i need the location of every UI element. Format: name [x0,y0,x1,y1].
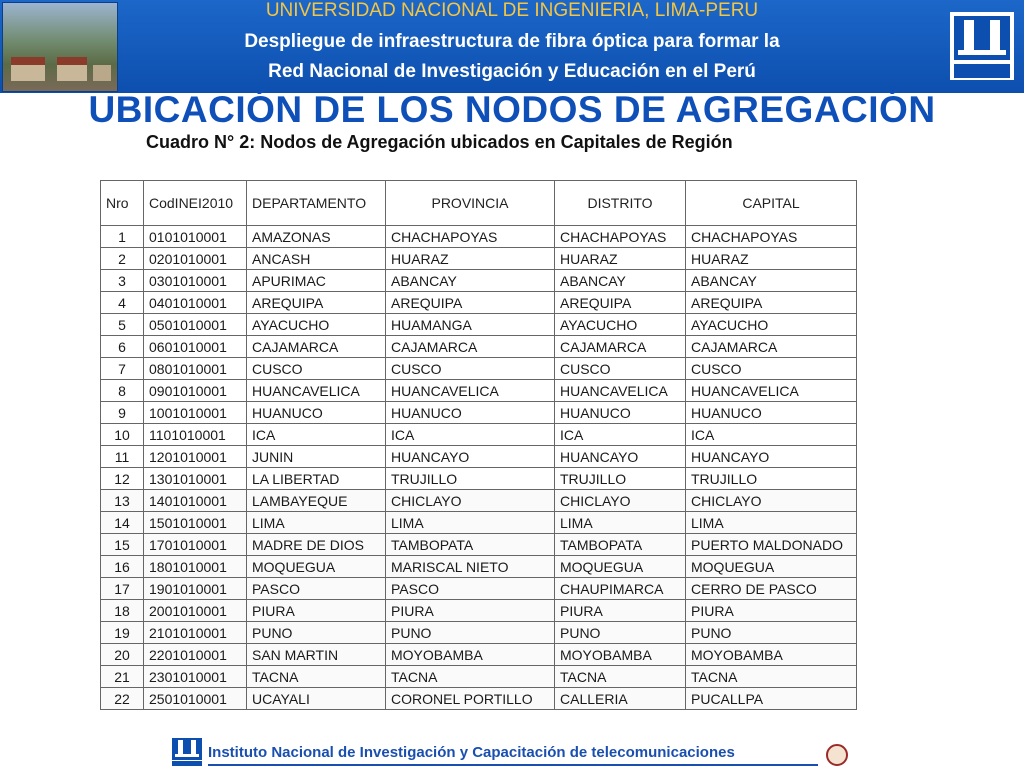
cell-nro: 3 [101,270,144,292]
cell-departamento: PASCO [247,578,386,600]
cell-distrito: CHICLAYO [555,490,686,512]
university-name: UNIVERSIDAD NACIONAL DE INGENIERIA, LIMA-PERU [265,0,759,21]
cell-departamento: HUANUCO [247,402,386,424]
cell-departamento: AMAZONAS [247,226,386,248]
table-body [101,226,857,710]
cell-provincia: AREQUIPA [386,292,555,314]
table-caption: Cuadro N° 2: Nodos de Agregación ubicados en Capitales de Región [146,132,733,152]
cell-departamento: PIURA [247,600,386,622]
cell-provincia: PIURA [386,600,555,622]
table-row [101,490,857,512]
cell-departamento: CUSCO [247,358,386,380]
cell-codinei: 1901010001 [144,578,247,600]
table-row [101,666,857,688]
cell-provincia: ABANCAY [386,270,555,292]
cell-departamento: ICA [247,424,386,446]
cell-distrito: LIMA [555,512,686,534]
cell-distrito: CHAUPIMARCA [555,578,686,600]
cell-codinei: 2101010001 [144,622,247,644]
cell-nro: 20 [101,644,144,666]
cell-capital: CHACHAPOYAS [686,226,857,248]
photo-house [11,65,45,81]
cell-capital: PUCALLPA [686,688,857,710]
cell-departamento: HUANCAVELICA [247,380,386,402]
cell-codinei: 1801010001 [144,556,247,578]
cell-codinei: 1501010001 [144,512,247,534]
table-row [101,468,857,490]
cell-departamento: CAJAMARCA [247,336,386,358]
cell-departamento: APURIMAC [247,270,386,292]
table-row [101,424,857,446]
cell-nro: 2 [101,248,144,270]
cell-departamento: AYACUCHO [247,314,386,336]
cell-departamento: JUNIN [247,446,386,468]
cell-departamento: TACNA [247,666,386,688]
cell-distrito: CAJAMARCA [555,336,686,358]
cell-nro: 12 [101,468,144,490]
header-photo [2,2,118,92]
table-row [101,578,857,600]
cell-codinei: 0601010001 [144,336,247,358]
inictel-footer-logo-icon [172,738,202,766]
table-row [101,336,857,358]
cell-codinei: 0101010001 [144,226,247,248]
cell-distrito: CHACHAPOYAS [555,226,686,248]
cell-provincia: HUANUCO [386,402,555,424]
cell-provincia: HUARAZ [386,248,555,270]
cell-provincia: PUNO [386,622,555,644]
cell-capital: HUANCAVELICA [686,380,857,402]
cell-nro: 1 [101,226,144,248]
table-row [101,644,857,666]
cell-provincia: CUSCO [386,358,555,380]
cell-departamento: LA LIBERTAD [247,468,386,490]
table-row [101,688,857,710]
footer-institute-name: Instituto Nacional de Investigación y Capacitación de telecomunicaciones [208,744,735,761]
cell-distrito: AYACUCHO [555,314,686,336]
cell-capital: CUSCO [686,358,857,380]
uni-seal-icon [826,744,848,766]
cell-nro: 8 [101,380,144,402]
cell-capital: HUARAZ [686,248,857,270]
cell-capital: CHICLAYO [686,490,857,512]
cell-distrito: PUNO [555,622,686,644]
table-row [101,556,857,578]
cell-nro: 4 [101,292,144,314]
cell-capital: PUERTO MALDONADO [686,534,857,556]
cell-codinei: 1401010001 [144,490,247,512]
cell-capital: AYACUCHO [686,314,857,336]
cell-provincia: CHACHAPOYAS [386,226,555,248]
cell-capital: LIMA [686,512,857,534]
cell-codinei: 2001010001 [144,600,247,622]
cell-departamento: PUNO [247,622,386,644]
header-capital: CAPITAL [686,181,857,226]
cell-codinei: 1201010001 [144,446,247,468]
cell-provincia: LIMA [386,512,555,534]
project-title-line-1: Despliegue de infraestructura de fibra óptica para formar la [244,31,780,52]
table-row [101,270,857,292]
table-header-row [101,181,857,226]
cell-nro: 6 [101,336,144,358]
header-codinei: CodINEI2010 [144,181,247,226]
cell-capital: TACNA [686,666,857,688]
cell-capital: MOQUEGUA [686,556,857,578]
cell-distrito: TAMBOPATA [555,534,686,556]
photo-house [57,65,87,81]
header-departamento: DEPARTAMENTO [247,181,386,226]
cell-provincia: HUAMANGA [386,314,555,336]
cell-nro: 21 [101,666,144,688]
cell-departamento: MOQUEGUA [247,556,386,578]
header-band [0,0,1024,93]
cell-nro: 16 [101,556,144,578]
cell-provincia: MARISCAL NIETO [386,556,555,578]
cell-provincia: MOYOBAMBA [386,644,555,666]
inictel-logo-icon [950,12,1014,80]
cell-distrito: MOYOBAMBA [555,644,686,666]
header-distrito: DISTRITO [555,181,686,226]
cell-distrito: HUANCAYO [555,446,686,468]
cell-capital: PUNO [686,622,857,644]
inictel-logo [950,12,1014,80]
nodes-table [100,180,857,710]
cell-departamento: SAN MARTIN [247,644,386,666]
cell-codinei: 0301010001 [144,270,247,292]
cell-distrito: HUANUCO [555,402,686,424]
cell-distrito: HUARAZ [555,248,686,270]
cell-provincia: PASCO [386,578,555,600]
cell-distrito: ABANCAY [555,270,686,292]
cell-nro: 15 [101,534,144,556]
table-row [101,622,857,644]
table-row [101,600,857,622]
cell-capital: HUANUCO [686,402,857,424]
cell-provincia: TACNA [386,666,555,688]
header-nro: Nro [101,181,144,226]
table-row [101,446,857,468]
cell-nro: 19 [101,622,144,644]
table-row [101,358,857,380]
cell-codinei: 0401010001 [144,292,247,314]
cell-codinei: 2201010001 [144,644,247,666]
cell-nro: 18 [101,600,144,622]
cell-provincia: TRUJILLO [386,468,555,490]
photo-roof [57,57,87,65]
cell-distrito: PIURA [555,600,686,622]
table-row [101,314,857,336]
cell-distrito: MOQUEGUA [555,556,686,578]
cell-provincia: CHICLAYO [386,490,555,512]
cell-departamento: ANCASH [247,248,386,270]
cell-capital: HUANCAYO [686,446,857,468]
cell-provincia: CORONEL PORTILLO [386,688,555,710]
cell-provincia: CAJAMARCA [386,336,555,358]
table-row [101,292,857,314]
cell-capital: ICA [686,424,857,446]
cell-nro: 22 [101,688,144,710]
cell-nro: 7 [101,358,144,380]
cell-distrito: ICA [555,424,686,446]
cell-distrito: AREQUIPA [555,292,686,314]
cell-departamento: LIMA [247,512,386,534]
cell-codinei: 0901010001 [144,380,247,402]
cell-distrito: HUANCAVELICA [555,380,686,402]
footer-divider [208,764,818,766]
cell-nro: 13 [101,490,144,512]
table-row [101,402,857,424]
photo-house [93,65,111,81]
photo-roof [11,57,45,65]
cell-capital: TRUJILLO [686,468,857,490]
header-provincia: PROVINCIA [386,181,555,226]
table-row [101,248,857,270]
table-row [101,512,857,534]
table-row [101,226,857,248]
cell-distrito: TACNA [555,666,686,688]
cell-nro: 10 [101,424,144,446]
cell-codinei: 1701010001 [144,534,247,556]
cell-capital: ABANCAY [686,270,857,292]
cell-provincia: ICA [386,424,555,446]
cell-nro: 11 [101,446,144,468]
cell-codinei: 1301010001 [144,468,247,490]
project-title-line-2: Red Nacional de Investigación y Educación en el Perú [268,61,756,82]
cell-departamento: LAMBAYEQUE [247,490,386,512]
cell-provincia: HUANCAYO [386,446,555,468]
cell-distrito: CALLERIA [555,688,686,710]
cell-nro: 5 [101,314,144,336]
cell-distrito: TRUJILLO [555,468,686,490]
cell-capital: AREQUIPA [686,292,857,314]
cell-nro: 9 [101,402,144,424]
cell-capital: MOYOBAMBA [686,644,857,666]
cell-codinei: 0201010001 [144,248,247,270]
table-row [101,534,857,556]
cell-nro: 17 [101,578,144,600]
table-row [101,380,857,402]
cell-provincia: HUANCAVELICA [386,380,555,402]
cell-capital: PIURA [686,600,857,622]
cell-capital: CERRO DE PASCO [686,578,857,600]
cell-departamento: MADRE DE DIOS [247,534,386,556]
cell-departamento: UCAYALI [247,688,386,710]
cell-codinei: 1001010001 [144,402,247,424]
cell-codinei: 0501010001 [144,314,247,336]
cell-codinei: 0801010001 [144,358,247,380]
cell-codinei: 2301010001 [144,666,247,688]
cell-nro: 14 [101,512,144,534]
cell-distrito: CUSCO [555,358,686,380]
cell-codinei: 1101010001 [144,424,247,446]
slide-title: UBICACIÓN DE LOS NODOS DE AGREGACIÓN [88,89,936,130]
cell-capital: CAJAMARCA [686,336,857,358]
cell-provincia: TAMBOPATA [386,534,555,556]
cell-codinei: 2501010001 [144,688,247,710]
cell-departamento: AREQUIPA [247,292,386,314]
